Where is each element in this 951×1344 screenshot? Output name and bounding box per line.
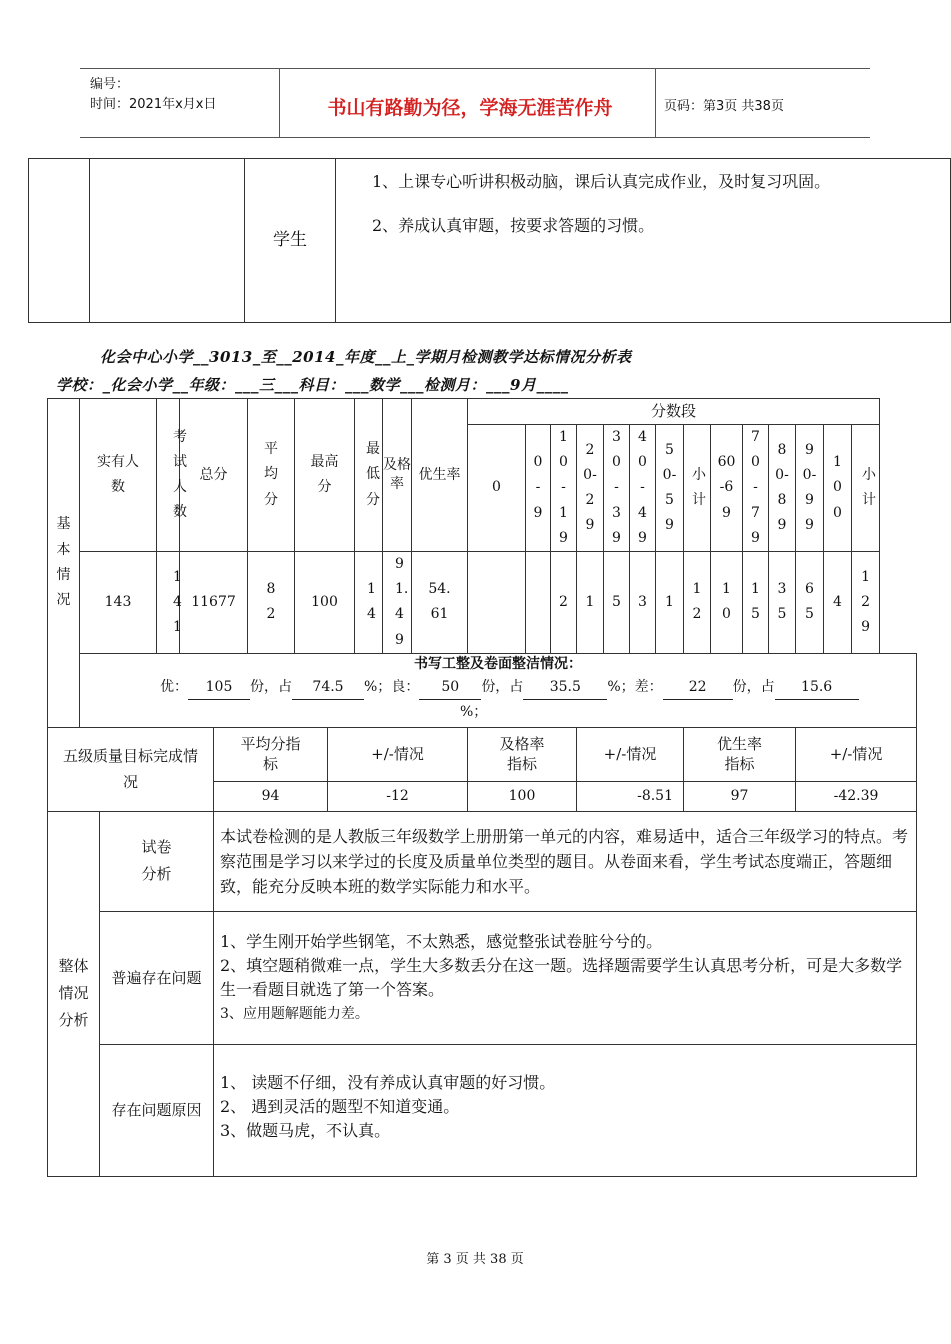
hw-ok-count: 50: [419, 675, 481, 700]
paper-analysis-label: 试卷分析: [100, 811, 214, 911]
band-value-subtotal: 129: [852, 551, 880, 653]
hw-unit-label: 份，占: [481, 679, 524, 696]
causes-label: 存在问题原因: [100, 1044, 214, 1176]
value-pass-rate: 91.49: [383, 551, 412, 653]
header-meta: [90, 75, 216, 115]
hw-unit-label: 份，占: [732, 679, 775, 696]
score-band-title: 分数段: [468, 399, 880, 425]
band-header: 40-49: [630, 425, 656, 552]
band-header: 20-29: [577, 425, 604, 552]
band-value: 15: [743, 551, 769, 653]
value-actual-count: 143: [80, 551, 157, 653]
hw-pct-suffix: %；: [364, 679, 392, 696]
header-min: 最低分: [355, 399, 383, 552]
hw-ok-pct: 35.5: [523, 675, 607, 700]
band-value: [526, 551, 551, 653]
band-value: 65: [796, 551, 824, 653]
value-min: 14: [355, 551, 383, 653]
empty-cell: [90, 159, 245, 323]
header-max: 最高分: [295, 399, 355, 552]
causes-cell: [214, 1044, 917, 1176]
header-pass-rate: 及格率: [383, 399, 412, 552]
band-value: [468, 551, 526, 653]
role-cell: 学生: [245, 159, 336, 323]
header-actual-count: 实有人数: [80, 399, 157, 552]
page-header: [80, 68, 870, 138]
basic-section-label: 基本情况: [48, 399, 80, 728]
band-value-subtotal: 12: [684, 551, 711, 653]
problem-item: 1、学生刚开始学些钢笔，不太熟悉，感觉整张试卷脏兮兮的。: [220, 931, 663, 951]
band-header: 10-19: [551, 425, 577, 552]
requirement-item: 2、养成认真审题，按要求答题的习惯。: [372, 216, 655, 235]
problems-label: 普遍存在问题: [100, 911, 214, 1044]
quality-header: +/-情况: [796, 727, 917, 781]
student-table: [28, 158, 951, 323]
value-max: 100: [295, 551, 355, 653]
band-header-subtotal: 小计: [852, 425, 880, 552]
band-header: 30-39: [604, 425, 630, 552]
band-header: 0: [468, 425, 526, 552]
handwriting-stats: 优： 105 份，占 74.5 %；良： 50 份，占 35.5 %；差： 22 份，占 15.6 %；: [80, 675, 917, 727]
band-header: 50-59: [656, 425, 684, 552]
quality-header: 平均分指标: [214, 727, 328, 781]
band-value: 4: [824, 551, 852, 653]
band-header: 70-79: [743, 425, 769, 552]
number-label: 编号：: [90, 77, 130, 92]
band-value: 5: [604, 551, 630, 653]
hw-pct-suffix: %；: [607, 679, 635, 696]
analysis-section-label: 整体情况分析: [48, 811, 100, 1176]
quality-header: 及格率指标: [468, 727, 577, 781]
requirement-item: 1、上课专心听讲积极动脑，课后认真完成作业，及时复习巩固。: [372, 172, 831, 191]
hw-good-pct: 74.5: [292, 675, 364, 700]
report-subtitle: 学校：_化会小学__年级：___三___科目：___数学___检测月：___9月____: [56, 376, 569, 394]
header-total: 总分: [180, 399, 248, 552]
hw-bad-label: 差: [634, 679, 649, 696]
quality-label: 五级质量目标完成情况: [48, 727, 214, 811]
value-exam-count: 141: [157, 551, 180, 653]
cause-item: 3、做题马虎，不认真。: [220, 1120, 391, 1140]
header-excellent-rate: 优生率: [412, 399, 468, 552]
band-header: 90-99: [796, 425, 824, 552]
header-divider: [279, 69, 280, 137]
page-footer: 第 3 页 共 38 页: [426, 1252, 524, 1267]
quality-value: 97: [684, 781, 796, 811]
quality-value: 100: [468, 781, 577, 811]
quality-value: -12: [328, 781, 468, 811]
time-label: 时间：2021年x月x日: [90, 97, 217, 112]
hw-ok-label: 良: [391, 679, 406, 696]
band-value: 1: [656, 551, 684, 653]
problem-item: 2、填空题稍微难一点，学生大多数丢分在这一题。选择题需要学生认真思考分析，可是大多数学生一看题目就选了第一个答案。: [220, 955, 903, 999]
value-excellent-rate: 54.61: [412, 551, 468, 653]
handwriting-title: 书写工整及卷面整洁情况：: [80, 653, 917, 675]
band-value: 1: [577, 551, 604, 653]
band-value: 10: [711, 551, 743, 653]
band-value: 2: [551, 551, 577, 653]
hw-good-count: 105: [188, 675, 250, 700]
header-exam-count: 考试人数: [157, 399, 180, 552]
problems-cell: [214, 911, 917, 1044]
problem-item: 3、应用题解题能力差。: [220, 1005, 369, 1022]
requirements-cell: [336, 159, 951, 323]
quality-header: +/-情况: [577, 727, 684, 781]
hw-pct-suffix: %；: [460, 704, 488, 721]
empty-cell: [29, 159, 90, 323]
quality-value: -8.51: [577, 781, 684, 811]
paper-analysis-text: 本试卷检测的是人教版三年级数学上册册第一单元的内容，难易适中，适合三年级学习的特点。考察范围是学习以来学过的长度及质量单位类型的题目。从卷面来看，学生考试态度端正，答题细致，能充分反映本班的数学实际能力和水平。: [214, 811, 917, 911]
value-average: 82: [248, 551, 295, 653]
band-header-subtotal: 小计: [684, 425, 711, 552]
page-label: 页码：第3页 共38页: [664, 99, 784, 114]
hw-good-label: 优: [160, 679, 174, 696]
band-header: 100: [824, 425, 852, 552]
band-value: 3: [630, 551, 656, 653]
band-header: 0-9: [526, 425, 551, 552]
hw-bad-pct: 15.6: [775, 675, 859, 700]
quality-header: +/-情况: [328, 727, 468, 781]
band-header: 60-69: [711, 425, 743, 552]
header-average: 平均分: [248, 399, 295, 552]
cause-item: 1、 读题不仔细，没有养成认真审题的好习惯。: [220, 1072, 556, 1092]
band-header: 80-89: [769, 425, 796, 552]
cause-item: 2、 遇到灵活的题型不知道变通。: [220, 1096, 460, 1116]
report-title: 化会中心小学__3013_至__2014_年度__上_学期月检测教学达标情况分析表: [100, 348, 632, 366]
band-value: 35: [769, 551, 796, 653]
report-table: [47, 398, 917, 1177]
quality-header: 优生率指标: [684, 727, 796, 781]
quality-value: 94: [214, 781, 328, 811]
hw-bad-count: 22: [663, 675, 733, 700]
quality-value: -42.39: [796, 781, 917, 811]
motto: 书山有路勤为径，学海无涯苦作舟: [327, 97, 613, 119]
hw-unit-label: 份，占: [250, 679, 292, 696]
value-total: 11677: [180, 551, 248, 653]
